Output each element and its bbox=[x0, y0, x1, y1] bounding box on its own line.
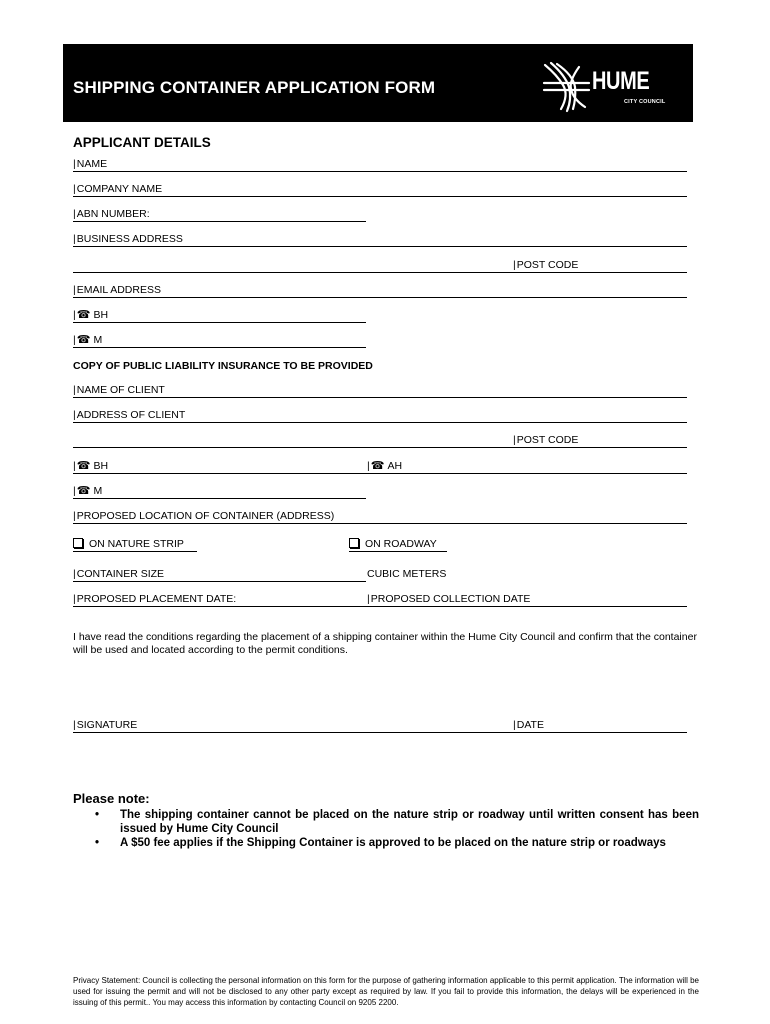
applicant-name-label: NAME bbox=[76, 158, 108, 170]
client-name-field[interactable]: |NAME OF CLIENT bbox=[73, 383, 687, 398]
collection-date-label: PROPOSED COLLECTION DATE bbox=[370, 593, 531, 605]
business-address-line2-field[interactable]: |POST CODE bbox=[73, 258, 687, 273]
hume-logo bbox=[539, 61, 689, 113]
please-note-heading: Please note: bbox=[73, 791, 150, 806]
container-size-label: CONTAINER SIZE bbox=[76, 568, 165, 580]
container-size-field[interactable]: |CONTAINER SIZE bbox=[73, 567, 366, 582]
applicant-postcode-label: POST CODE bbox=[516, 259, 579, 271]
phone-icon: ☎ bbox=[76, 485, 91, 497]
applicant-details-heading: APPLICANT DETAILS bbox=[73, 135, 211, 150]
logo-wordmark: HUME bbox=[592, 67, 650, 95]
bullet-icon: • bbox=[95, 837, 100, 849]
client-phone-m-label: M bbox=[93, 485, 103, 497]
business-address-label: BUSINESS ADDRESS bbox=[76, 233, 183, 245]
client-phone-m-field[interactable]: |☎ M bbox=[73, 484, 366, 499]
form-title: SHIPPING CONTAINER APPLICATION FORM bbox=[73, 78, 436, 97]
note-item: • A $50 fee applies if the Shipping Container is approved to be placed on the nature strip or roadways bbox=[95, 837, 666, 849]
placement-collection-row[interactable]: |PROPOSED PLACEMENT DATE: |PROPOSED COLLECTION DATE bbox=[73, 592, 687, 607]
logo-subtext: CITY COUNCIL bbox=[624, 99, 666, 105]
client-phone-bh-label: BH bbox=[93, 460, 109, 472]
privacy-statement: Privacy Statement: Council is collecting the personal information on this form for the purpose of gathering information applicable to this permit application. The information will be used for issuing the permit and will not be disclosed to any other party except as required by law. If you fail to provide this information, the delays will be experienced in the issuing of this permit.. You may access this information by contacting Council on 9205 2200. bbox=[73, 976, 699, 1007]
declaration-text: I have read the conditions regarding the placement of a shipping container within the Hume City Council and confirm that the container will be used and located according to the permit conditions. bbox=[73, 631, 697, 656]
nature-strip-label: ON NATURE STRIP bbox=[89, 538, 184, 550]
note-item: • The shipping container cannot be placed on the nature strip or roadway until written consent has been issued by Hume City Council bbox=[95, 809, 699, 835]
business-address-field[interactable]: |BUSINESS ADDRESS bbox=[73, 232, 687, 247]
signature-label: SIGNATURE bbox=[76, 719, 138, 731]
client-phone-ah-label: AH bbox=[387, 460, 403, 472]
abn-label: ABN NUMBER: bbox=[76, 208, 150, 220]
roadway-checkbox[interactable] bbox=[349, 538, 359, 548]
proposed-location-label: PROPOSED LOCATION OF CONTAINER (ADDRESS) bbox=[76, 510, 335, 522]
nature-strip-option[interactable] bbox=[73, 537, 197, 552]
signature-row[interactable]: |SIGNATURE |DATE bbox=[73, 718, 687, 733]
client-phone-row[interactable]: |☎ BH |☎ AH bbox=[73, 459, 687, 474]
cubic-meters-label: CUBIC METERS bbox=[367, 568, 447, 580]
applicant-phone-m-field[interactable]: |☎ M bbox=[73, 333, 366, 348]
abn-field[interactable]: |ABN NUMBER: bbox=[73, 207, 366, 222]
phone-icon: ☎ bbox=[76, 334, 91, 346]
form-header bbox=[63, 44, 693, 122]
company-name-field[interactable]: |COMPANY NAME bbox=[73, 182, 687, 197]
roadway-option[interactable] bbox=[349, 537, 447, 552]
insurance-note: COPY OF PUBLIC LIABILITY INSURANCE TO BE PROVIDED bbox=[73, 360, 373, 372]
phone-icon: ☎ bbox=[76, 460, 91, 472]
proposed-location-field[interactable]: |PROPOSED LOCATION OF CONTAINER (ADDRESS) bbox=[73, 509, 687, 524]
client-address-label: ADDRESS OF CLIENT bbox=[76, 409, 186, 421]
applicant-name-field[interactable]: |NAME bbox=[73, 157, 687, 172]
date-label: DATE bbox=[516, 719, 544, 731]
phone-icon: ☎ bbox=[370, 460, 385, 472]
applicant-phone-bh-label: BH bbox=[93, 309, 109, 321]
nature-strip-checkbox[interactable] bbox=[73, 538, 83, 548]
applicant-phone-bh-field[interactable]: |☎ BH bbox=[73, 308, 366, 323]
client-address-line2-field[interactable]: |POST CODE bbox=[73, 433, 687, 448]
applicant-phone-m-label: M bbox=[93, 334, 103, 346]
client-postcode-label: POST CODE bbox=[516, 434, 579, 446]
email-label: EMAIL ADDRESS bbox=[76, 284, 161, 296]
hume-logo-icon bbox=[539, 61, 595, 113]
placement-date-label: PROPOSED PLACEMENT DATE: bbox=[76, 593, 237, 605]
roadway-label: ON ROADWAY bbox=[365, 538, 437, 550]
email-field[interactable]: |EMAIL ADDRESS bbox=[73, 283, 687, 298]
bullet-icon: • bbox=[95, 809, 100, 821]
notes-list bbox=[73, 808, 699, 850]
client-address-field[interactable]: |ADDRESS OF CLIENT bbox=[73, 408, 687, 423]
company-name-label: COMPANY NAME bbox=[76, 183, 163, 195]
client-name-label: NAME OF CLIENT bbox=[76, 384, 165, 396]
phone-icon: ☎ bbox=[76, 309, 91, 321]
